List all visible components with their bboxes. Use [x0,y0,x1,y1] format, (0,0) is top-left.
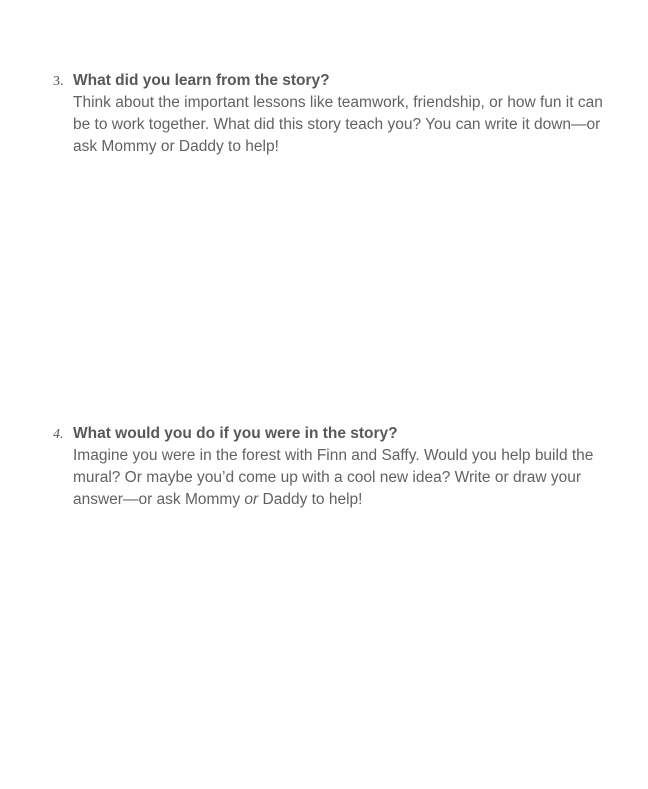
question-3 [53,70,613,158]
question-title: What would you do if you were in the story? [73,425,398,442]
question-body [73,70,613,158]
question-title: What did you learn from the story? [73,72,330,89]
question-number: 3. [53,74,64,89]
question-number: 4. [53,427,64,442]
question-4 [53,423,613,511]
question-prompt: Think about the important lessons like teamwork, friendship, or how fun it can be to work together. What did this story teach you? You can write it down—or ask Mommy or Daddy to help! [73,94,603,155]
question-body [73,423,613,511]
prompt-emphasis: or [244,491,259,508]
prompt-text-end: Daddy to help! [258,491,363,508]
question-prompt [73,445,613,511]
prompt-text-start: Imagine you were in the forest with Finn and Saffy. Would you help build the mural? Or maybe you’d come up with a cool new idea? Write or draw your answer—or ask Mommy [73,447,594,508]
